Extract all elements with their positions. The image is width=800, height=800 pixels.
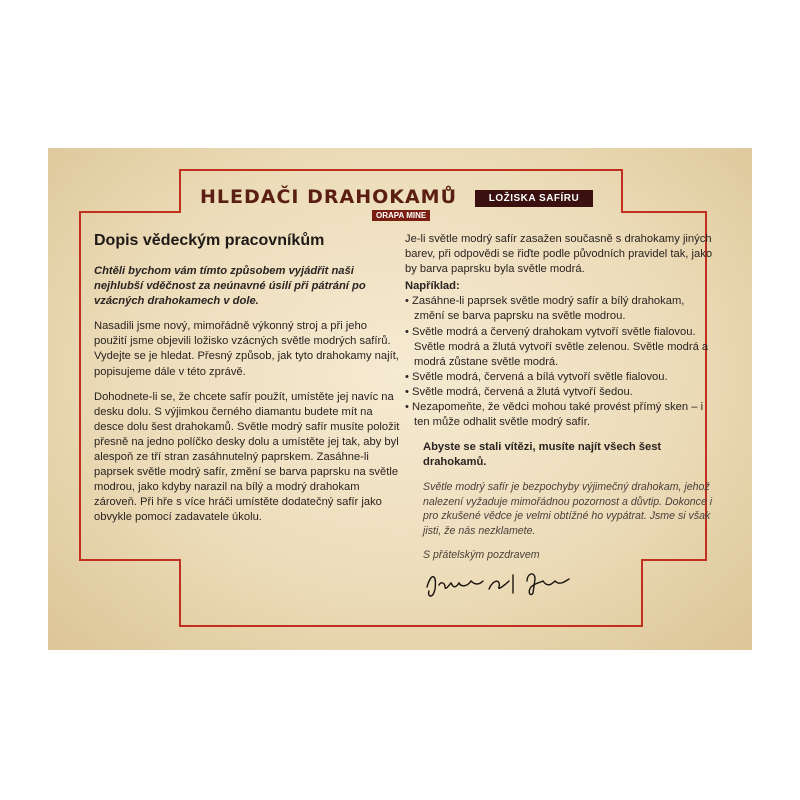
paragraph-2: Dohodnete-li se, že chcete safír použít, umístěte jej navíc na desku dolu. S výjimkou černého diamantu budete mít na desce dolu šest drahokamů. Světle modrý safír musíte položit přesně na jedno políčko desky dolu a umístěte jej tak, aby byl alespoň ze tří stran zasáhnutelný paprskem. Zasáhne-li paprsek světle modrý safír, změní se barva paprsku na světle modrou, jako kdyby narazil na bílý a modrý drahokam zároveň. Při hře s více hráči umístěte dodatečný safír jako obvykle pomocí zadavatele úkolu.: [94, 390, 400, 524]
handwritten-signature: [423, 567, 603, 601]
letter-heading: Dopis vědeckým pracovníkům: [94, 232, 325, 249]
paragraph-1: Nasadili jsme nový, mimořádně výkonný stroj a při jeho použití jsme objevili ložisko vzácných světle modrých safírů. Vydejte se je hledat. Přesný způsob, jak tyto drahokamy najít, popisujeme dále v této zprávě.: [94, 320, 399, 378]
right-column: [405, 232, 715, 606]
list-item: • Nezapomeňte, že vědci mohou také provést přímý sken – i ten může odhalit světle modrý safír.: [405, 400, 715, 430]
game-subtitle: ORAPA MINE: [372, 210, 430, 221]
list-item: • Světle modrá a červený drahokam vytvoří světle fialovou. Světle modrá a žlutá vytvoří světle zelenou. Světle modrá a modrá zůstane světle modrá.: [405, 325, 715, 370]
paragraph-3: Je-li světle modrý safír zasažen současně s drahokamy jiných barev, při odpovědi se řiďte podle původních pravidel tak, jako by barva paprsku byla světle modrá.: [405, 233, 713, 276]
letter-card: [48, 148, 752, 650]
expansion-badge: LOŽISKA SAFÍRU: [475, 190, 593, 207]
example-label: Například:: [405, 280, 460, 293]
list-item: • Světle modrá, červená a žlutá vytvoří šedou.: [405, 385, 715, 400]
paragraph-4: Abyste se stali vítězi, musíte najít všech šest drahokamů.: [423, 441, 662, 469]
game-title: HLEDAČI DRAHOKAMŮ: [200, 186, 458, 208]
signature: [405, 567, 715, 606]
closing-note: Světle modrý safír je bezpochyby výjimečný drahokam, jehož nalezení vyžaduje mimořádnou pozornost a důvtip. Dokonce i pro zkušené vědce je velmi obtížné ho vypátrat. Jsme si však jisti, že nás nezklamete.: [423, 481, 713, 537]
intro-paragraph: Chtěli bychom vám tímto způsobem vyjádřit naši nejhlubší vděčnost za neúnavné úsilí při pátrání po vzácných drahokamech v dole.: [94, 265, 366, 308]
regards: S přátelským pozdravem: [423, 549, 540, 562]
list-item: • Zasáhne-li paprsek světle modrý safír a bílý drahokam, změní se barva paprsku na světle modrou.: [405, 294, 715, 324]
left-column: [94, 232, 400, 536]
list-item: • Světle modrá, červená a bílá vytvoří světle fialovou.: [405, 370, 715, 385]
game-logo: [200, 186, 458, 226]
example-list: [405, 294, 715, 430]
